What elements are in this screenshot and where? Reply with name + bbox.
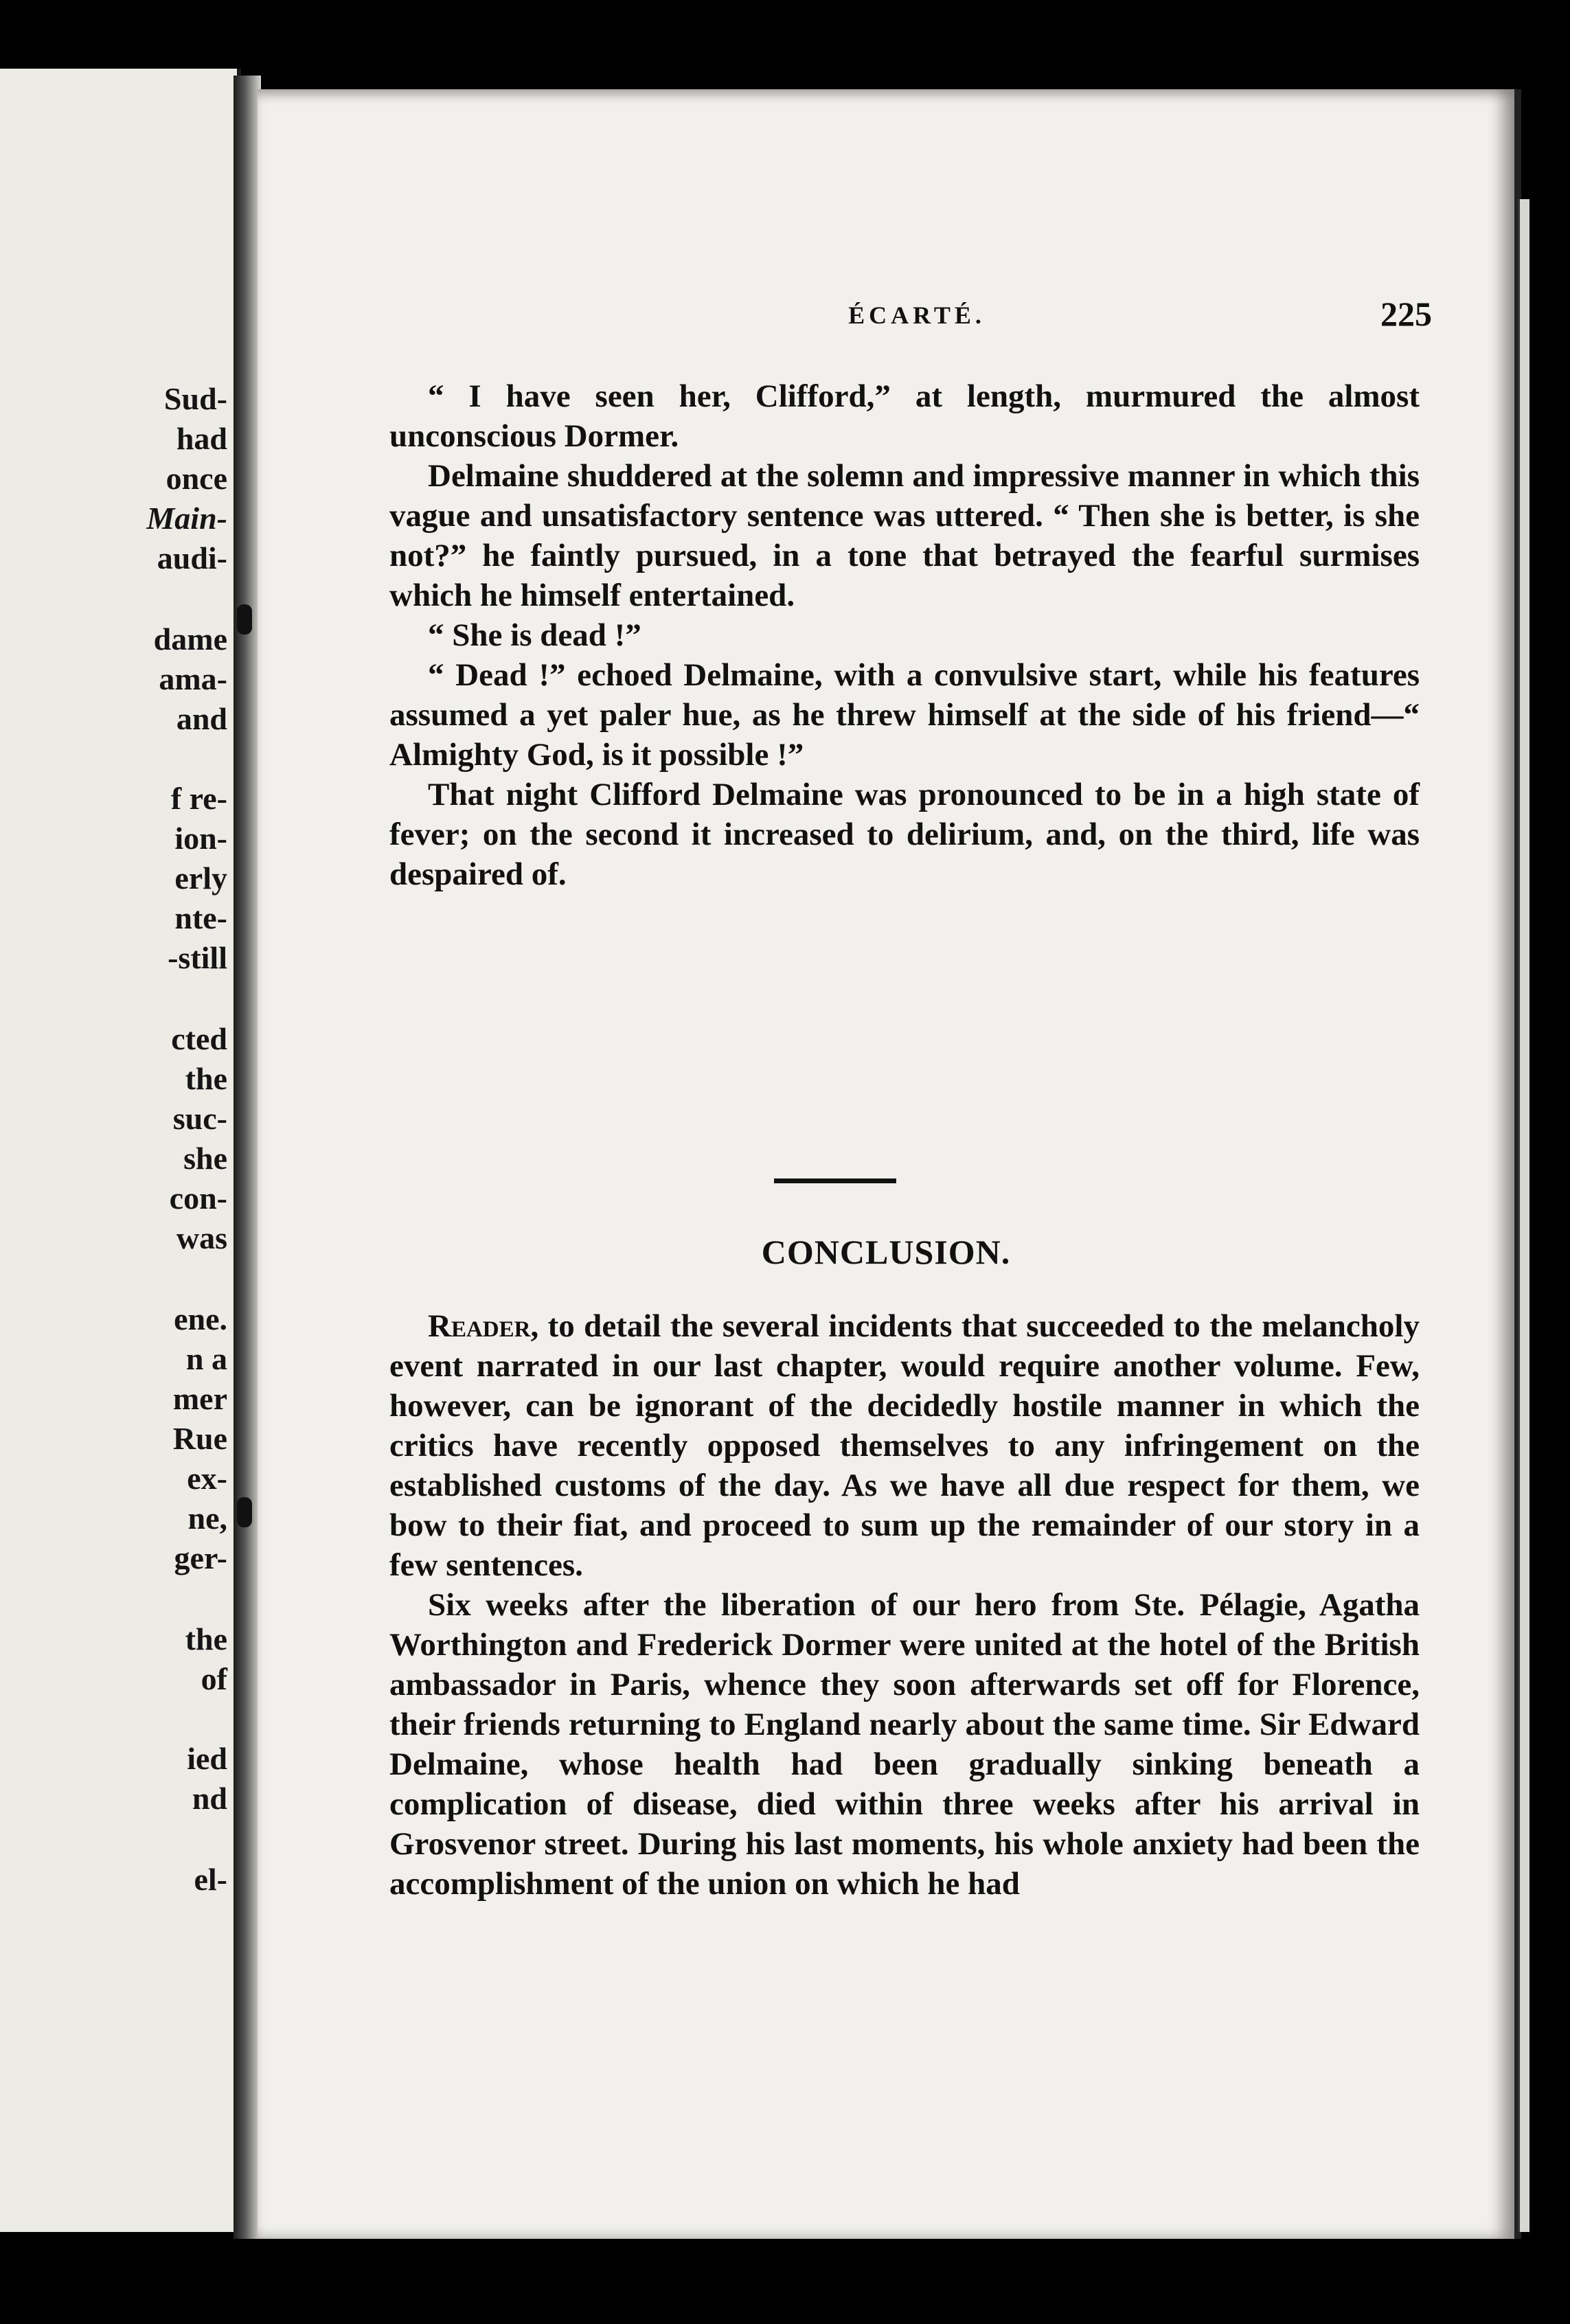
left-page-line: n a bbox=[185, 1341, 227, 1376]
left-page-line: nd bbox=[192, 1781, 227, 1816]
left-page-line: suc- bbox=[172, 1101, 227, 1136]
binding-stitch bbox=[237, 1497, 252, 1527]
book-gutter bbox=[234, 76, 261, 2239]
left-page-line: of bbox=[201, 1661, 227, 1696]
section-divider bbox=[774, 1178, 896, 1183]
left-page-fragment bbox=[0, 69, 241, 2232]
left-page-line: f re- bbox=[170, 781, 227, 816]
paragraph: “ I have seen her, Clifford,” at length, murmured the almost unconscious Dormer. bbox=[389, 378, 1420, 454]
left-page-line: Main- bbox=[146, 501, 227, 536]
left-page-line: was bbox=[176, 1220, 227, 1255]
left-page-line: mer bbox=[172, 1381, 227, 1416]
paragraph: Six weeks after the liberation of our hero from Ste. Pélagie, Agatha Worthington and Frederick Dormer were united at the hotel of the British ambassador in Paris, whence they soon afterwards set off for Florence, their friends returning to England nearly about the same time. Sir Edward Delmaine, whose health had been gradually sinking beneath a complication of disease, died within three weeks after his arrival in Grosvenor street. During his last moments, his whole anxiety had been the accomplishment of the union on which he had bbox=[389, 1587, 1420, 1902]
conclusion-text bbox=[389, 1306, 1420, 1904]
left-page-line: Rue bbox=[172, 1421, 227, 1456]
left-page-line: audi- bbox=[157, 540, 227, 576]
page-number: 225 bbox=[1380, 295, 1432, 333]
left-page-line: ger- bbox=[174, 1540, 227, 1575]
left-page-line: erly bbox=[174, 861, 227, 896]
paragraph bbox=[389, 1306, 1420, 1585]
left-page-line: con- bbox=[169, 1181, 227, 1216]
section-text bbox=[389, 376, 1420, 894]
paragraph: Delmaine shuddered at the solemn and impressive manner in which this vague and unsatisfactory sentence was uttered. “ Then she is better, is she not?” he faintly pursued, in a tone that betrayed the fearful surmises which he himself entertained. bbox=[389, 458, 1420, 613]
left-page-line: cted bbox=[171, 1021, 227, 1056]
paragraph: “ Dead !” echoed Delmaine, with a convulsive start, while his features assumed a yet paler hue, as he threw himself at the side of his friend—“ Almighty God, is it possible !” bbox=[389, 657, 1420, 773]
paragraph-text: to detail the several incidents that succeeded to the melancholy event narrated in our last chapter, would require another volume. Few, however, can be ignorant of the decidedly hostile manner in which the critics have recently opposed themselves to any infringement on the established customs of the day. As we have all due respect for them, we bow to their fiat, and proceed to sum up the remainder of our story in a few sentences. bbox=[389, 1308, 1420, 1583]
left-page-line: nte- bbox=[174, 900, 227, 935]
paragraph: “ She is dead !” bbox=[428, 617, 641, 653]
left-page-line: ex- bbox=[187, 1461, 227, 1496]
left-page-line: the bbox=[185, 1061, 227, 1096]
chapter-heading: CONCLUSION. bbox=[761, 1233, 1011, 1271]
left-page-line: ene. bbox=[174, 1301, 227, 1336]
running-head bbox=[258, 294, 1514, 335]
left-page-line: the bbox=[185, 1621, 227, 1656]
left-page-line: once bbox=[166, 461, 227, 496]
left-page-line: and bbox=[176, 701, 227, 736]
left-page-line: ne, bbox=[187, 1501, 227, 1536]
left-page-line: -still bbox=[168, 940, 227, 975]
page-edge bbox=[1518, 199, 1529, 2232]
running-title: ÉCARTÉ. bbox=[848, 301, 986, 329]
left-page-line: ied bbox=[187, 1741, 227, 1776]
left-page-line: ama- bbox=[159, 661, 227, 696]
left-page-line: Sud- bbox=[163, 381, 227, 416]
binding-stitch bbox=[237, 604, 252, 635]
paragraph: That night Clifford Delmaine was pronounced to be in a high state of fever; on the second it increased to delirium, and, on the third, life was despaired of. bbox=[389, 777, 1420, 892]
left-page-line: had bbox=[176, 421, 227, 456]
book-page bbox=[258, 89, 1521, 2239]
left-page-line: dame bbox=[153, 622, 227, 657]
left-page-line: ion- bbox=[174, 821, 227, 856]
left-page-line: el- bbox=[194, 1862, 227, 1897]
lead-word: Reader, bbox=[428, 1308, 539, 1344]
left-page-line: she bbox=[183, 1141, 227, 1176]
